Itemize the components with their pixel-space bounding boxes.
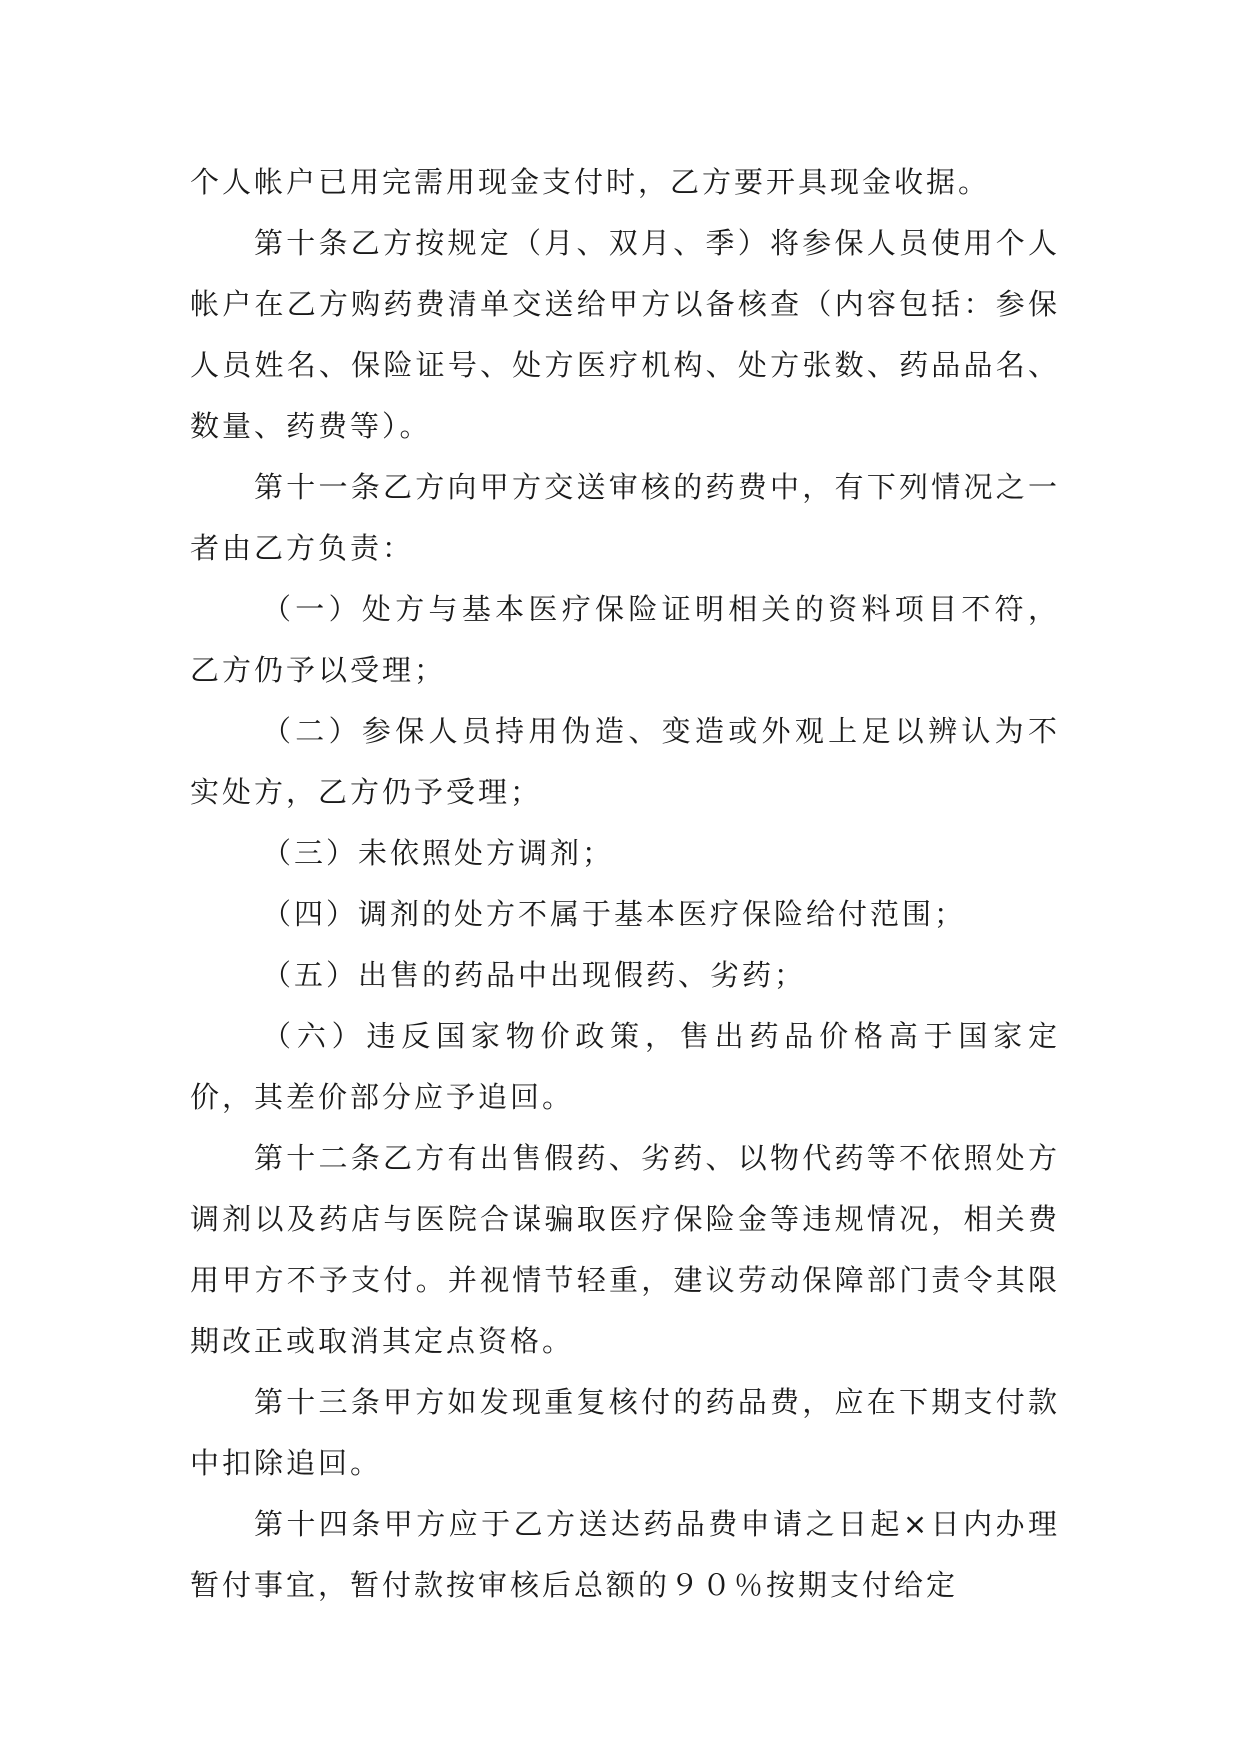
paragraph-article-11: 第十一条乙方向甲方交送审核的药费中，有下列情况之一者由乙方负责：	[190, 470, 1060, 565]
paragraph-article-13: 第十三条甲方如发现重复核付的药品费，应在下期支付款中扣除追回。	[190, 1385, 1060, 1480]
paragraph-item-5: （五）出售的药品中出现假药、劣药；	[262, 958, 807, 992]
paragraph-item-4: （四）调剂的处方不属于基本医疗保险给付范围；	[262, 897, 967, 931]
paragraph-item-6: （六）违反国家物价政策，售出药品价格高于国家定价，其差价部分应予追回。	[190, 1019, 1060, 1114]
paragraph-article-14: 第十四条甲方应于乙方送达药品费申请之日起×日内办理暂付事宜，暂付款按审核后总额的９０％按期支付给定	[190, 1507, 1060, 1602]
paragraph-article-12: 第十二条乙方有出售假药、劣药、以物代药等不依照处方调剂以及药店与医院合谋骗取医疗保险金等违规情况，相关费用甲方不予支付。并视情节轻重，建议劳动保障部门责令其限期改正或取消其定点资格。	[190, 1141, 1060, 1358]
document-body	[190, 152, 1060, 1616]
paragraph-item-3: （三）未依照处方调剂；	[262, 836, 615, 870]
paragraph-item-2: （二）参保人员持用伪造、变造或外观上足以辨认为不实处方，乙方仍予受理；	[190, 714, 1060, 809]
paragraph-item-1: （一）处方与基本医疗保险证明相关的资料项目不符，乙方仍予以受理；	[190, 592, 1060, 687]
paragraph-cash-receipt: 个人帐户已用完需用现金支付时，乙方要开具现金收据。	[190, 165, 991, 199]
paragraph-article-10: 第十条乙方按规定（月、双月、季）将参保人员使用个人帐户在乙方购药费清单交送给甲方以备核查（内容包括：参保人员姓名、保险证号、处方医疗机构、处方张数、药品品名、数量、药费等）。	[190, 226, 1060, 443]
